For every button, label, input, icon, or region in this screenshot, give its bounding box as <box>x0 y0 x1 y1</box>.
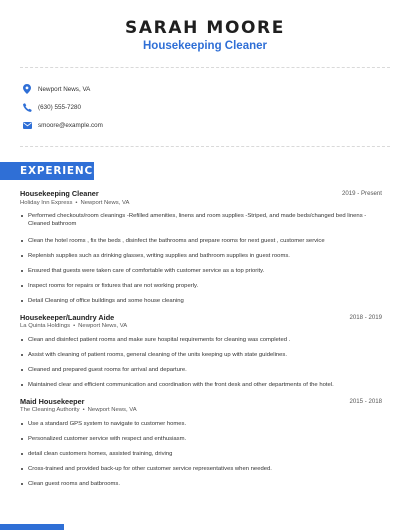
list-item: Replenish supplies such as drinking glasses, writing supplies and bathroom supplies in guest rooms. <box>20 252 382 260</box>
list-item: Maintained clear and efficient communication and coordination with the front desk and other departments of the hotel. <box>20 381 382 389</box>
job-title: Housekeeping Cleaner <box>20 189 99 198</box>
contact-phone <box>20 100 81 114</box>
list-item: Cleaned and prepared guest rooms for arrival and departure. <box>20 366 382 374</box>
location-pin-icon <box>20 84 34 94</box>
job-location: Newport News, VA <box>78 323 128 329</box>
list-item: Cross-trained and provided back-up for other customer service representatives when needed. <box>20 465 382 473</box>
job-headline: Housekeeping Cleaner <box>143 40 267 52</box>
job-location: Newport News, VA <box>87 407 137 413</box>
contact-divider <box>20 146 390 147</box>
list-item: Assist with cleaning of patient rooms, general cleaning of the units keeping up with state guidelines. <box>20 351 382 359</box>
job-company: The Cleaning Authority <box>20 407 80 413</box>
job-title: Housekeeper/Laundry Aide <box>20 313 115 322</box>
job-company: Holiday Inn Express <box>20 200 73 206</box>
list-item: Personalized customer service with respect and enthusiasm. <box>20 435 382 443</box>
list-item: Clean the hotel rooms , fix the beds , disinfect the bathrooms and prepare rooms for next guest , customer service <box>20 237 382 245</box>
job-dates: 2019 - Present <box>342 190 382 197</box>
header-divider <box>20 67 390 68</box>
list-item: Detail Cleaning of office buildings and some house cleaning <box>20 297 382 305</box>
contact-location <box>20 82 90 96</box>
next-section-heading-bar <box>0 524 64 530</box>
list-item: Clean and disinfect patient rooms and make sure hospital requirements for cleaning was completed . <box>20 336 382 344</box>
candidate-name: SARAH MOORE <box>125 18 285 38</box>
experience-heading-label: EXPERIENCE <box>20 165 101 177</box>
contact-phone-text: (630) 555-7280 <box>38 103 82 111</box>
list-item: Use a standard GPS system to navigate to customer homes. <box>20 420 382 428</box>
phone-icon <box>20 103 34 112</box>
job-company: La Quinta Holdings <box>20 323 71 329</box>
email-icon <box>20 122 34 129</box>
experience-section-heading <box>0 162 101 180</box>
job-company-line: Holiday Inn Express • Newport News, VA <box>20 200 130 206</box>
job-company-line: The Cleaning Authority • Newport News, VA <box>20 407 137 413</box>
job-location: Newport News, VA <box>80 200 130 206</box>
job-dates: 2015 - 2018 <box>349 398 382 405</box>
job-company-line: La Quinta Holdings • Newport News, VA <box>20 323 128 329</box>
contact-email-text[interactable]: smoore@example.com <box>38 121 103 129</box>
job-dates: 2018 - 2019 <box>349 314 382 321</box>
list-item: Clean guest rooms and batbrooms. <box>20 480 382 488</box>
contact-location-text: Newport News, VA <box>38 85 91 93</box>
list-item: detail clean customers homes, assisted training, driving <box>20 450 382 458</box>
list-item: Inspect rooms for repairs or fixtures that are not working properly. <box>20 282 382 290</box>
contact-email[interactable] <box>20 118 103 132</box>
job-title: Maid Housekeeper <box>20 397 85 406</box>
list-item: Performed checkouts/room cleanings -Refilled amenities, linens and room supplies -Striped, and made beds/changed bed linens -Cleaned bathroom <box>20 212 382 228</box>
list-item: Ensured that guests were taken care of comfortable with customer service as a top priority. <box>20 267 382 275</box>
